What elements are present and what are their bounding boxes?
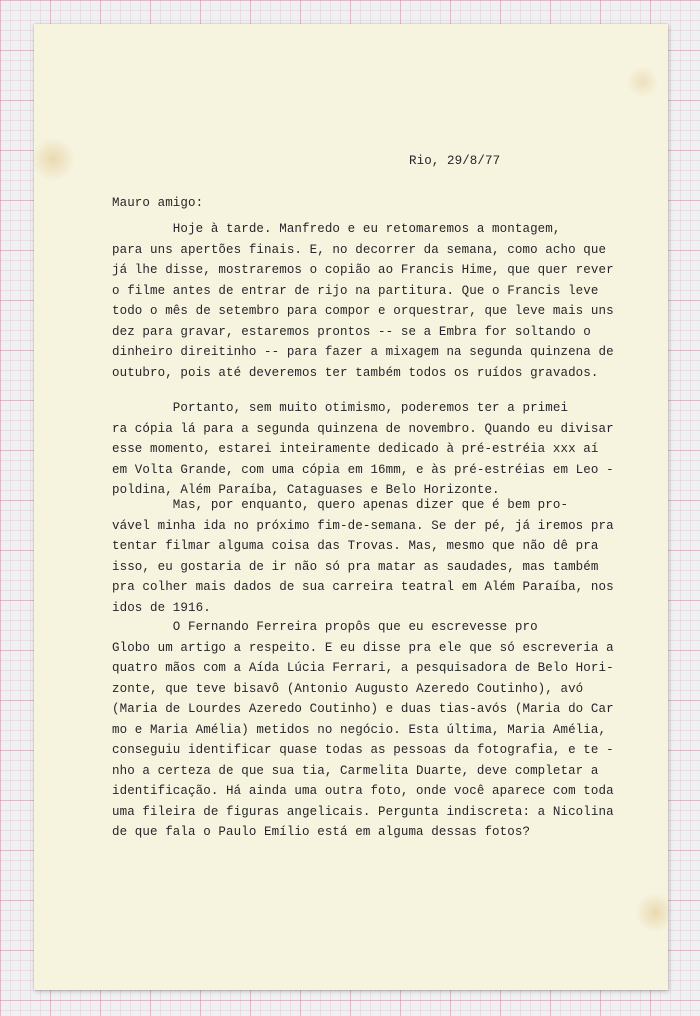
text-line: ra cópia lá para a segunda quinzena de novembro. Quando eu divisar xyxy=(112,421,614,436)
text-line: nho a certeza de que sua tia, Carmelita Duarte, deve completar a xyxy=(112,763,599,778)
text-line: Hoje à tarde. Manfredo e eu retomaremos a montagem, xyxy=(112,222,561,236)
paragraph-3 xyxy=(112,495,652,618)
text-line: poldina, Além Paraíba, Cataguases e Belo Horizonte. xyxy=(112,483,500,497)
text-line: todo o mês de setembro para compor e orquestrar, que leve mais uns xyxy=(112,304,614,318)
text-line: tentar filmar alguma coisa das Trovas. Mas, mesmo que não dê pra xyxy=(112,539,599,553)
text-line: quatro mãos com a Aída Lúcia Ferrari, a pesquisadora de Belo Hori- xyxy=(112,661,614,675)
text-line: zonte, que teve bisavô (Antonio Augusto Azeredo Coutinho), avó xyxy=(112,681,584,696)
text-line: Globo um artigo a respeito. E eu disse pra ele que só escreveria a xyxy=(112,640,614,655)
text-line: dez para gravar, estaremos prontos -- se a Embra for soltando o xyxy=(112,324,591,339)
text-line: idos de 1916. xyxy=(112,600,211,615)
paragraph-4 xyxy=(112,617,652,843)
text-line: vável minha ida no próximo fim-de-semana. Se der pé, já iremos pra xyxy=(112,518,614,533)
text-line: esse momento, estarei inteiramente dedicado à pré-estréia xxx aí xyxy=(112,442,599,456)
letter-page xyxy=(34,24,668,990)
text-line: (Maria de Lourdes Azeredo Coutinho) e duas tias-avós (Maria do Car xyxy=(112,702,614,716)
letter-date: Rio, 29/8/77 xyxy=(409,154,501,168)
text-line: conseguiu identificar quase todas as pessoas da fotografia, e te - xyxy=(112,743,614,757)
text-line: outubro, pois até deveremos ter também todos os ruídos gravados. xyxy=(112,365,599,380)
text-line: Mas, por enquanto, quero apenas dizer que é bem pro- xyxy=(112,498,569,512)
letter-salutation: Mauro amigo: xyxy=(112,196,204,210)
text-line: uma fileira de figuras angelicais. Pergunta indiscreta: a Nicolina xyxy=(112,804,614,819)
text-line: dinheiro direitinho -- para fazer a mixagem na segunda quinzena de xyxy=(112,345,614,359)
text-line: mo e Maria Amélia) metidos no negócio. Esta última, Maria Amélia, xyxy=(112,722,607,737)
text-line: de que fala o Paulo Emílio está em alguma dessas fotos? xyxy=(112,825,531,839)
paragraph-2 xyxy=(112,398,652,501)
text-line: Portanto, sem muito otimismo, poderemos ter a primei xyxy=(112,401,569,415)
text-line: já lhe disse, mostraremos o copião ao Francis Hime, que quer rever xyxy=(112,263,614,277)
text-line: isso, eu gostaria de ir não só pra matar as saudades, mas também xyxy=(112,559,599,574)
paragraph-1 xyxy=(112,219,652,383)
text-line: identificação. Há ainda uma outra foto, onde você aparece com toda xyxy=(112,784,614,798)
text-line: em Volta Grande, com uma cópia em 16mm, e às pré-estréias em Leo - xyxy=(112,462,614,477)
text-line: pra colher mais dados de sua carreira teatral em Além Paraíba, nos xyxy=(112,580,614,594)
text-line: O Fernando Ferreira propôs que eu escrevesse pro xyxy=(112,620,538,634)
text-line: para uns apertões finais. E, no decorrer da semana, como acho que xyxy=(112,242,607,257)
text-line: o filme antes de entrar de rijo na partitura. Que o Francis leve xyxy=(112,283,599,298)
